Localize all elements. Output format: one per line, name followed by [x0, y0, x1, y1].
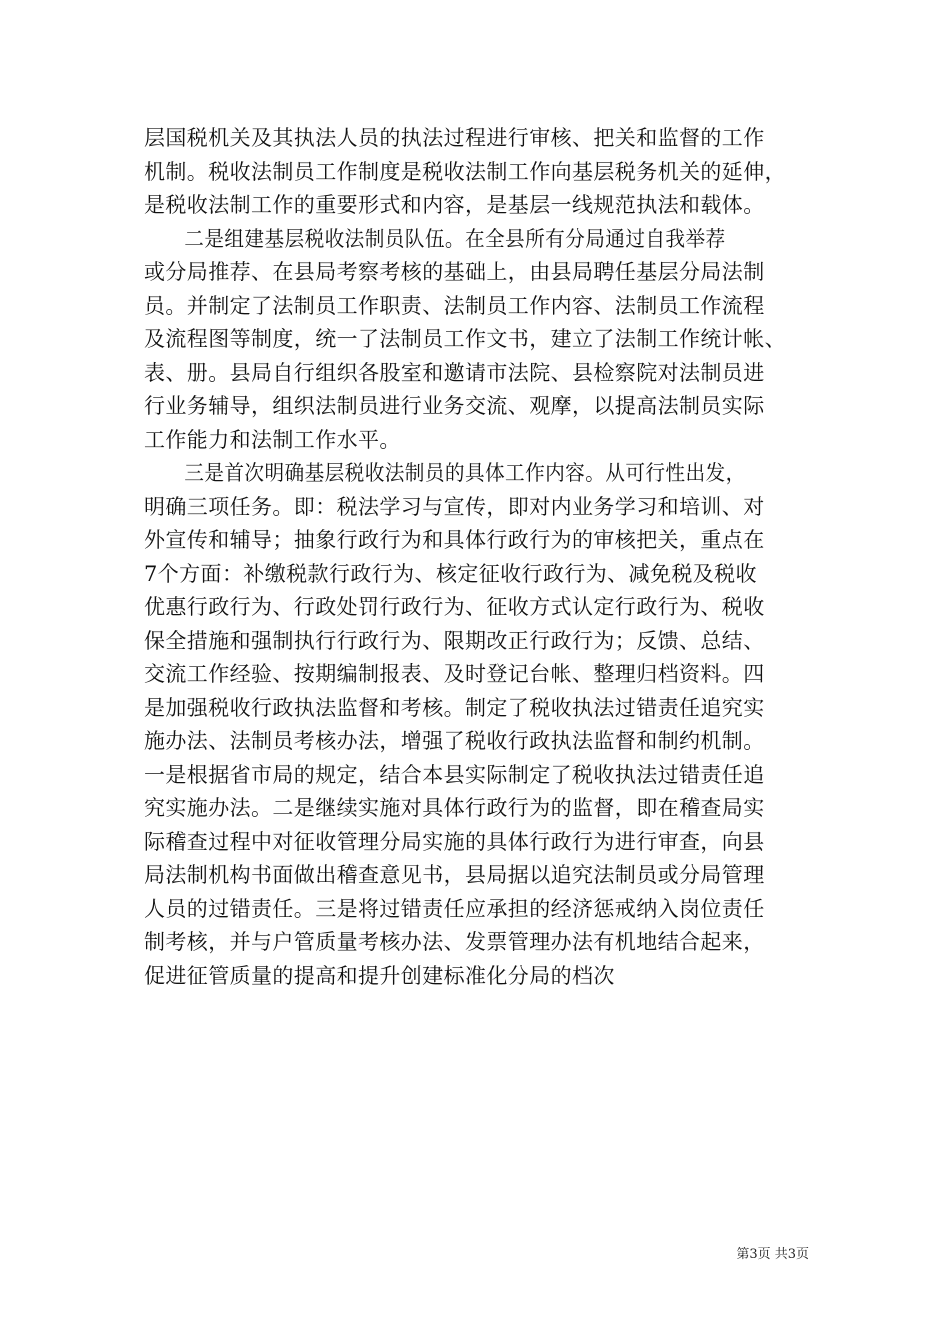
- text-line: 保全措施和强制执行行政行为、限期改正行政行为；反馈、总结、: [144, 628, 765, 653]
- text-line: 施办法、法制员考核办法，增强了税收行政执法监督和制约机制。: [144, 729, 765, 753]
- text-line: 工作能力和法制工作水平。: [144, 427, 401, 452]
- text-line: 二是组建基层税收法制员队伍。在全县所有分局通过自我举荐: [184, 226, 726, 251]
- page-footer: 第3页 共3页: [736, 1247, 809, 1262]
- text-line: 制考核，并与户管质量考核办法、发票管理办法有机地结合起来，: [144, 930, 765, 954]
- text-line: 际稽查过程中对征收管理分局实施的具体行政行为进行审查，向县: [144, 829, 765, 854]
- text-line: 明确三项任务。即：税法学习与宣传，即对内业务学习和培训、对: [144, 494, 765, 519]
- text-line: 人员的过错责任。三是将过错责任应承担的经济惩戒纳入岗位责任: [144, 896, 765, 921]
- text-line: 局法制机构书面做出稽查意见书，县局据以追究法制员或分局管理: [144, 863, 765, 887]
- text-line: 表、册。县局自行组织各股室和邀请市法院、县检察院对法制员进: [144, 360, 765, 385]
- text-line: 是加强税收行政执法监督和考核。制定了税收执法过错责任追究实: [144, 695, 765, 720]
- text-line: 及流程图等制度，统一了法制员工作文书，建立了法制工作统计帐、: [144, 327, 786, 351]
- text-line: 7个方面：补缴税款行政行为、核定征收行政行为、减免税及税收: [144, 561, 757, 586]
- text-line: 促进征管质量的提高和提升创建标准化分局的档次: [144, 963, 615, 988]
- text-line: 层国税机关及其执法人员的执法过程进行审核、把关和监督的工作: [144, 126, 765, 150]
- text-line: 一是根据省市局的规定，结合本县实际制定了税收执法过错责任追: [144, 762, 765, 787]
- text-line: 员。并制定了法制员工作职责、法制员工作内容、法制员工作流程: [144, 293, 765, 318]
- text-line: 或分局推荐、在县局考察考核的基础上，由县局聘任基层分局法制: [144, 260, 765, 284]
- text-line: 是税收法制工作的重要形式和内容，是基层一线规范执法和载体。: [144, 193, 765, 217]
- text-line: 机制。税收法制员工作制度是税收法制工作向基层税务机关的延伸，: [144, 159, 786, 184]
- text-line: 优惠行政行为、行政处罚行政行为、征收方式认定行政行为、税收: [144, 595, 765, 619]
- text-line: 行业务辅导，组织法制员进行业务交流、观摩，以提高法制员实际: [144, 394, 765, 418]
- text-line: 交流工作经验、按期编制报表、及时登记台帐、整理归档资料。四: [144, 662, 765, 686]
- body-text: [144, 122, 824, 993]
- text-line: 外宣传和辅导；抽象行政行为和具体行政行为的审核把关，重点在: [144, 528, 765, 552]
- text-line: 究实施办法。二是继续实施对具体行政行为的监督，即在稽查局实: [144, 796, 765, 820]
- text-line: 三是首次明确基层税收法制员的具体工作内容。从可行性出发，: [184, 461, 746, 485]
